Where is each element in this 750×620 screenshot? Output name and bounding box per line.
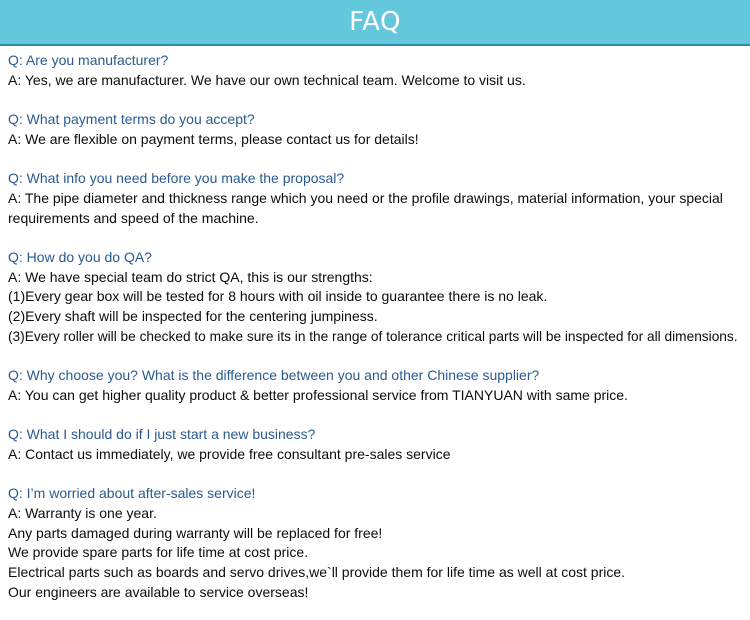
faq-answer-line: A: Yes, we are manufacturer. We have our own technical team. Welcome to visit us. [8, 71, 526, 88]
faq-answer-line: A: The pipe diameter and thickness range which you need or the profile drawings, material information, your special [8, 189, 723, 206]
faq-answer-line: A: Warranty is one year. [8, 505, 157, 522]
faq-question: Q: I’m worried about after-sales service! [8, 485, 256, 502]
faq-item [8, 425, 750, 464]
faq-item [8, 169, 750, 228]
faq-answer-line: Any parts damaged during warranty will be replaced for free! [8, 524, 383, 541]
faq-answer-line: A: We are flexible on payment terms, please contact us for details! [8, 130, 419, 147]
faq-answer-line: Our engineers are available to service overseas! [8, 583, 309, 600]
faq-question: Q: What info you need before you make the proposal? [8, 170, 345, 187]
faq-question: Q: How do you do QA? [8, 248, 152, 265]
faq-answer-line: (2)Every shaft will be inspected for the centering jumpiness. [8, 308, 378, 325]
faq-answer-line: A: You can get higher quality product & better professional service from TIANYUAN with same price. [8, 386, 628, 403]
faq-item [8, 366, 750, 405]
faq-answer-line: Electrical parts such as boards and servo drives,we`ll provide them for life time as well at cost price. [8, 564, 626, 581]
faq-question: Q: Are you manufacturer? [8, 52, 169, 68]
faq-question: Q: What payment terms do you accept? [8, 111, 255, 128]
faq-question: Q: What I should do if I just start a new business? [8, 426, 316, 443]
faq-item [8, 110, 750, 149]
faq-answer-line: A: We have special team do strict QA, this is our strengths: [8, 268, 373, 285]
faq-item [8, 248, 750, 347]
faq-answer-line: A: Contact us immediately, we provide free consultant pre-sales service [8, 445, 451, 462]
page-title: FAQ [349, 7, 401, 37]
faq-answer-line: We provide spare parts for life time at cost price. [8, 544, 309, 561]
faq-item [8, 51, 750, 90]
faq-answer-line: requirements and speed of the machine. [8, 209, 259, 226]
faq-answer-line: (1)Every gear box will be tested for 8 hours with oil inside to guarantee there is no leak. [8, 288, 548, 305]
faq-list [8, 51, 750, 603]
faq-question: Q: Why choose you? What is the difference between you and other Chinese supplier? [8, 367, 540, 384]
faq-item [8, 484, 750, 602]
faq-answer-line: (3)Every roller will be checked to make sure its in the range of tolerance critical parts will be inspected for all dimensions. [8, 328, 738, 344]
faq-banner [0, 0, 750, 46]
